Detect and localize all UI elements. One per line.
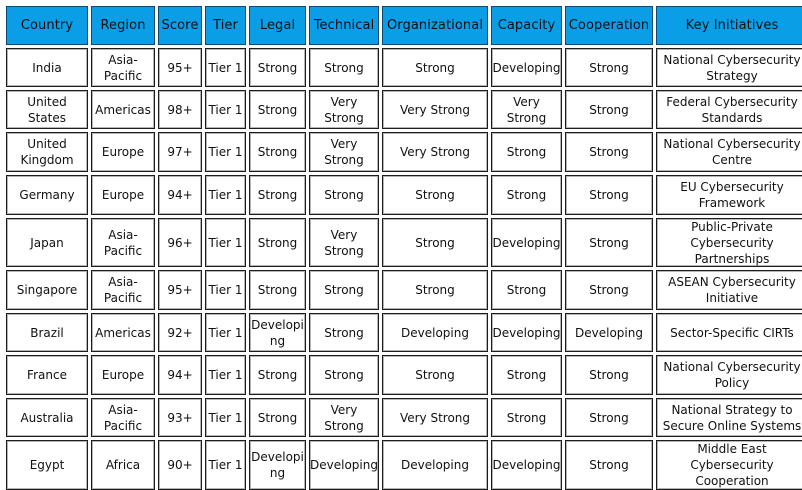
cell-tier: Tier 1 [205,48,246,87]
cell-score: 97+ [158,132,202,172]
cell-tier: Tier 1 [205,313,246,352]
cell-tier: Tier 1 [205,398,246,437]
cell-legal: Strong [249,398,306,437]
cell-cooperation: Strong [565,398,653,437]
cell-technical: Strong [309,355,379,395]
cell-country: France [6,355,88,395]
cell-capacity: Developing [491,48,562,87]
cell-cooperation: Strong [565,175,653,215]
cell-score: 95+ [158,270,202,310]
cell-capacity: Strong [491,270,562,310]
cell-region: Asia-Pacific [91,218,155,267]
cell-region: Europe [91,132,155,172]
header-country: Country [6,6,88,45]
cell-key-initiatives: Public-Private Cybersecurity Partnerships [656,218,802,267]
cell-legal: Strong [249,132,306,172]
header-organizational: Organizational [382,6,488,45]
cell-legal: Strong [249,175,306,215]
header-technical: Technical [309,6,379,45]
cell-country: United Kingdom [6,132,88,172]
cell-capacity: Strong [491,175,562,215]
cell-cooperation: Strong [565,440,653,490]
cell-key-initiatives: Middle East Cybersecurity Cooperation [656,440,802,490]
cell-country: Australia [6,398,88,437]
cell-technical: Very Strong [309,218,379,267]
cell-capacity: Strong [491,398,562,437]
cell-region: Asia-Pacific [91,398,155,437]
cell-cooperation: Strong [565,90,653,129]
header-key-initiatives: Key Initiatives [656,6,802,45]
cell-capacity: Strong [491,355,562,395]
cell-legal: Strong [249,48,306,87]
cybersecurity-table [6,6,802,490]
cell-capacity: Very Strong [491,90,562,129]
cell-key-initiatives: National Strategy to Secure Online Systems [656,398,802,437]
cell-legal: Strong [249,355,306,395]
cell-country: Brazil [6,313,88,352]
cell-capacity: Developing [491,440,562,490]
cell-region: Americas [91,313,155,352]
cell-cooperation: Strong [565,270,653,310]
cell-score: 94+ [158,175,202,215]
cell-organizational: Strong [382,48,488,87]
cell-organizational: Developing [382,440,488,490]
cell-tier: Tier 1 [205,218,246,267]
cell-cooperation: Strong [565,48,653,87]
cell-region: Europe [91,355,155,395]
cell-cooperation: Strong [565,355,653,395]
cell-region: Asia-Pacific [91,270,155,310]
cell-cooperation: Strong [565,132,653,172]
header-tier: Tier [205,6,246,45]
cell-technical: Very Strong [309,90,379,129]
cell-key-initiatives: Sector-Specific CIRTs [656,313,802,352]
cell-legal: Developing [249,313,306,352]
cell-organizational: Strong [382,175,488,215]
cell-region: Asia-Pacific [91,48,155,87]
cell-score: 93+ [158,398,202,437]
cell-technical: Very Strong [309,132,379,172]
cell-organizational: Strong [382,355,488,395]
cell-score: 98+ [158,90,202,129]
cell-region: Africa [91,440,155,490]
cell-technical: Strong [309,175,379,215]
cell-organizational: Very Strong [382,398,488,437]
header-capacity: Capacity [491,6,562,45]
cell-key-initiatives: Federal Cybersecurity Standards [656,90,802,129]
cell-legal: Strong [249,218,306,267]
cell-tier: Tier 1 [205,90,246,129]
cell-organizational: Very Strong [382,132,488,172]
header-score: Score [158,6,202,45]
cell-tier: Tier 1 [205,132,246,172]
cell-country: Egypt [6,440,88,490]
cell-country: United States [6,90,88,129]
cell-region: Europe [91,175,155,215]
cell-capacity: Strong [491,132,562,172]
cell-organizational: Developing [382,313,488,352]
cell-key-initiatives: ASEAN Cybersecurity Initiative [656,270,802,310]
cell-legal: Developing [249,440,306,490]
cell-capacity: Developing [491,218,562,267]
cell-legal: Strong [249,90,306,129]
cell-capacity: Developing [491,313,562,352]
cell-region: Americas [91,90,155,129]
cell-score: 96+ [158,218,202,267]
cell-country: India [6,48,88,87]
cell-organizational: Strong [382,218,488,267]
cell-key-initiatives: EU Cybersecurity Framework [656,175,802,215]
cell-organizational: Very Strong [382,90,488,129]
cell-cooperation: Strong [565,218,653,267]
cell-technical: Strong [309,313,379,352]
cell-cooperation: Developing [565,313,653,352]
cell-technical: Very Strong [309,398,379,437]
cell-score: 90+ [158,440,202,490]
cell-score: 95+ [158,48,202,87]
cell-key-initiatives: National Cybersecurity Strategy [656,48,802,87]
header-legal: Legal [249,6,306,45]
header-cooperation: Cooperation [565,6,653,45]
cell-country: Singapore [6,270,88,310]
cell-tier: Tier 1 [205,440,246,490]
cell-score: 94+ [158,355,202,395]
cell-country: Japan [6,218,88,267]
cell-key-initiatives: National Cybersecurity Policy [656,355,802,395]
cell-tier: Tier 1 [205,175,246,215]
cell-tier: Tier 1 [205,270,246,310]
header-region: Region [91,6,155,45]
cell-technical: Developing [309,440,379,490]
cell-technical: Strong [309,48,379,87]
cell-key-initiatives: National Cybersecurity Centre [656,132,802,172]
cell-tier: Tier 1 [205,355,246,395]
cell-country: Germany [6,175,88,215]
cell-legal: Strong [249,270,306,310]
cell-organizational: Strong [382,270,488,310]
cell-technical: Strong [309,270,379,310]
cell-score: 92+ [158,313,202,352]
